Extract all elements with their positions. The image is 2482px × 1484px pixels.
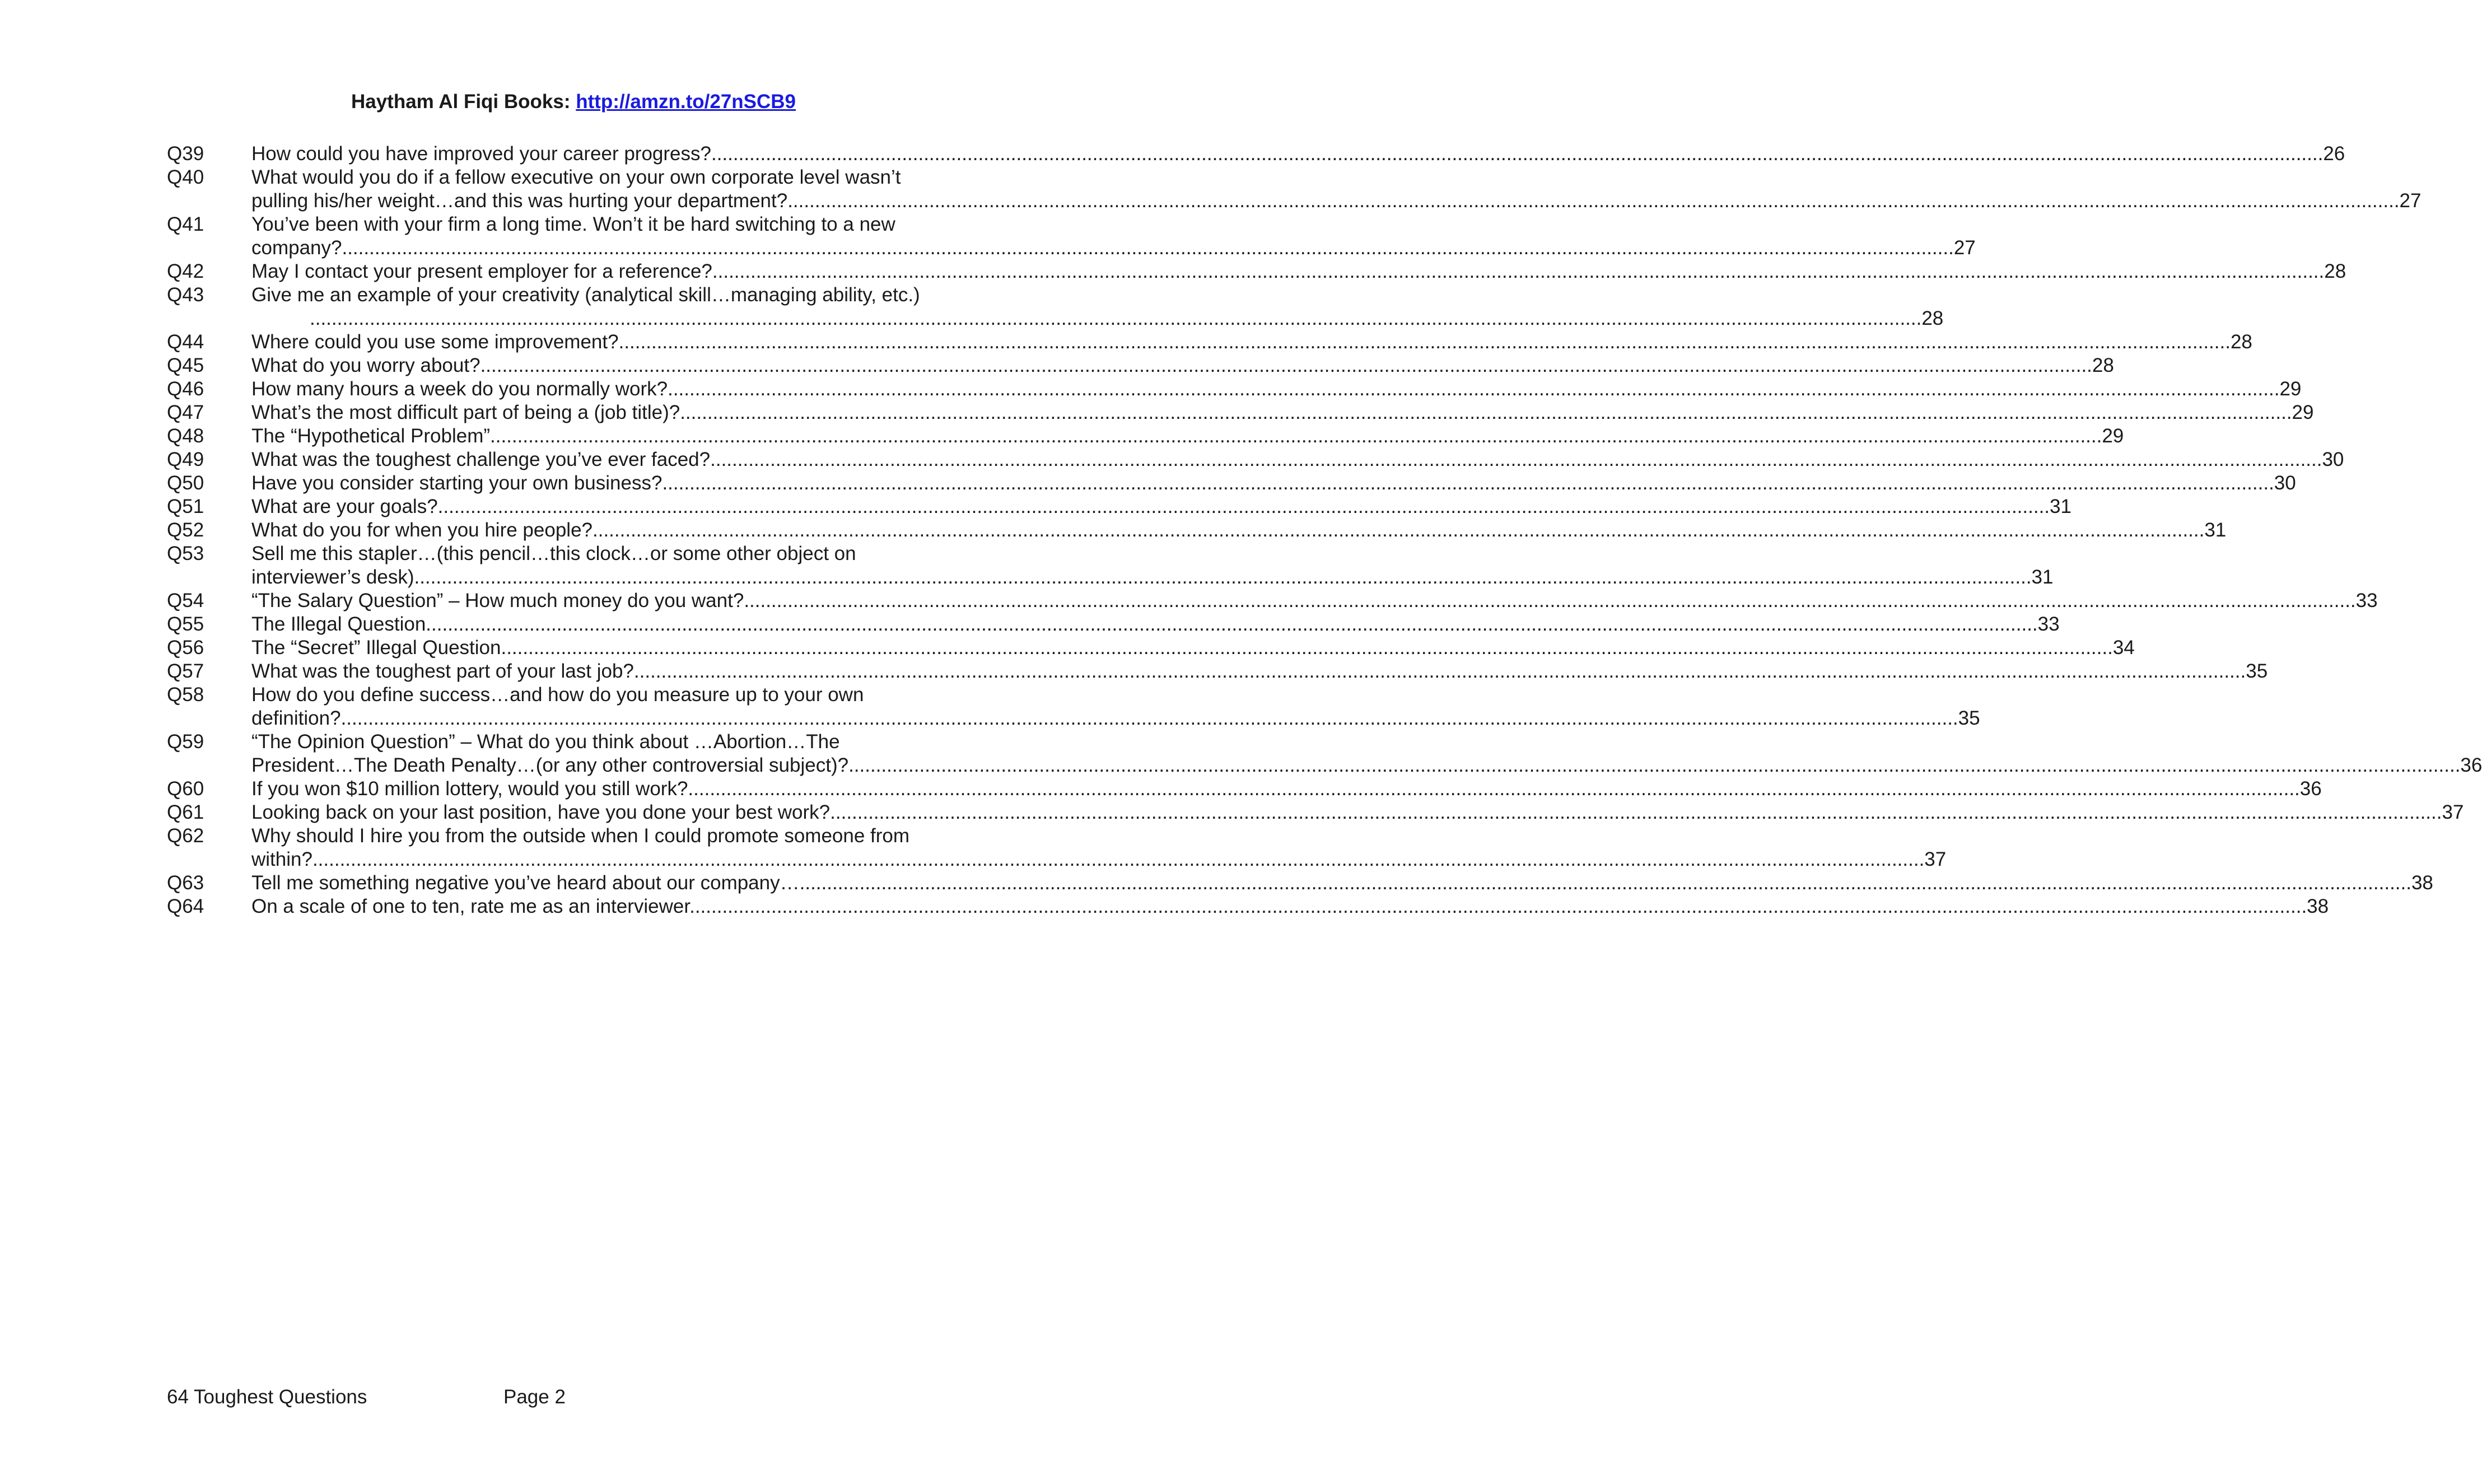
toc-page-number: 35 bbox=[1958, 707, 1980, 729]
toc-question-number: Q54 bbox=[167, 590, 204, 612]
toc-entry-title: definition?. bbox=[251, 707, 347, 729]
toc-entry-final-line bbox=[251, 660, 2268, 683]
toc-entry-title: What do you worry about? bbox=[251, 354, 480, 376]
toc-entry-final-line bbox=[251, 354, 2114, 377]
toc-entry-final-line bbox=[251, 754, 2482, 777]
toc-page-number: 28 bbox=[1921, 307, 1944, 329]
toc-page-number: 31 bbox=[2204, 519, 2227, 541]
toc-entry-body bbox=[251, 354, 2114, 377]
toc-dot-leader bbox=[688, 777, 2299, 801]
toc-entry-final-line bbox=[251, 424, 2124, 448]
footer-title: 64 Toughest Questions bbox=[167, 1386, 367, 1408]
toc-dot-leader bbox=[668, 377, 2279, 401]
toc-entry-title: The “Secret” Illegal Question bbox=[251, 637, 501, 659]
toc-entry-body bbox=[251, 542, 2054, 589]
header-prefix: Haytham Al Fiqi Books: bbox=[351, 91, 576, 113]
toc-entry-body bbox=[251, 683, 1980, 730]
toc-question-number: Q63 bbox=[167, 872, 204, 894]
toc-entry-body bbox=[251, 777, 2322, 801]
toc-dot-leader bbox=[438, 495, 2050, 519]
toc-page-number: 35 bbox=[2246, 660, 2268, 682]
toc-entry-final-line bbox=[251, 801, 2464, 824]
toc-entry-line: Why should I hire you from the outside when I could promote someone from bbox=[251, 825, 910, 847]
toc-entry[interactable] bbox=[167, 495, 2072, 519]
toc-entry[interactable] bbox=[167, 801, 2464, 824]
toc-question-number: Q40 bbox=[167, 166, 204, 188]
toc-page-number: 31 bbox=[2031, 566, 2054, 588]
toc-entry-title: company? bbox=[251, 237, 342, 259]
toc-dot-leader bbox=[501, 636, 2112, 660]
toc-question-number: Q43 bbox=[167, 284, 204, 306]
toc-entry-final-line bbox=[251, 472, 2296, 495]
toc-question-number: Q52 bbox=[167, 519, 204, 541]
toc-entry-title: On a scale of one to ten, rate me as an interviewer. bbox=[251, 895, 695, 917]
toc-entry-body bbox=[251, 895, 2329, 918]
toc-entry-title: Where could you use some improvement? bbox=[251, 331, 619, 353]
toc-entry[interactable] bbox=[167, 448, 2344, 472]
toc-entry-line: Sell me this stapler…(this pencil…this clock…or some other object on bbox=[251, 543, 856, 564]
toc-dot-leader bbox=[592, 519, 2204, 542]
toc-dot-leader bbox=[346, 707, 1958, 730]
toc-page-number: 28 bbox=[2230, 331, 2252, 353]
toc-page-number: 29 bbox=[2102, 425, 2124, 447]
toc-entry-body bbox=[251, 377, 2302, 401]
toc-entry-final-line bbox=[251, 260, 2346, 283]
toc-dot-leader bbox=[634, 660, 2246, 683]
toc-dot-leader bbox=[426, 613, 2037, 636]
toc-entry-final-line bbox=[251, 777, 2322, 801]
toc-page-number: 37 bbox=[2442, 801, 2464, 823]
toc-page-number: 37 bbox=[1924, 848, 1947, 870]
toc-entry[interactable] bbox=[167, 424, 2124, 448]
toc-question-number: Q47 bbox=[167, 402, 204, 423]
toc-entry-title: If you won $10 million lottery, would you still work? bbox=[251, 778, 688, 800]
toc-entry-final-line bbox=[251, 871, 2433, 895]
toc-entry[interactable] bbox=[167, 213, 1976, 260]
toc-entry-body bbox=[251, 448, 2344, 472]
toc-entry-body bbox=[251, 260, 2346, 283]
toc-dot-leader bbox=[787, 189, 2399, 213]
toc-entry-body bbox=[251, 330, 2252, 354]
toc-entry-title: interviewer’s desk). bbox=[251, 566, 420, 588]
toc-page-number: 38 bbox=[2307, 895, 2329, 917]
toc-question-number: Q58 bbox=[167, 684, 204, 706]
toc-page-number: 26 bbox=[2323, 143, 2345, 165]
toc-entry-body bbox=[251, 424, 2124, 448]
toc-dot-leader bbox=[712, 260, 2324, 283]
toc-entry-line: How do you define success…and how do you measure up to your own bbox=[251, 684, 864, 706]
toc-entry-final-line bbox=[251, 495, 2072, 519]
toc-entry[interactable] bbox=[167, 354, 2114, 377]
toc-dot-leader bbox=[680, 401, 2292, 424]
toc-entry[interactable] bbox=[167, 142, 2345, 166]
toc-entry[interactable] bbox=[167, 824, 1947, 871]
toc-page-number: 33 bbox=[2037, 613, 2060, 635]
toc-entry-final-line bbox=[251, 330, 2252, 354]
toc-entry-body bbox=[251, 824, 1947, 871]
toc-dot-leader bbox=[310, 307, 1921, 330]
toc-question-number: Q62 bbox=[167, 825, 204, 847]
toc-entry-title: within? bbox=[251, 848, 312, 870]
page-footer bbox=[167, 1385, 566, 1409]
toc-entry-body bbox=[251, 495, 2072, 519]
toc-question-number: Q45 bbox=[167, 354, 204, 376]
toc-entry[interactable] bbox=[167, 166, 2422, 213]
toc-entry[interactable] bbox=[167, 660, 2268, 683]
toc-entry[interactable] bbox=[167, 377, 2302, 401]
toc-dot-leader bbox=[830, 801, 2442, 824]
toc-entry-line: Give me an example of your creativity (analytical skill…managing ability, etc.) bbox=[251, 284, 920, 306]
toc-dot-leader bbox=[711, 142, 2323, 166]
toc-entry-final-line bbox=[251, 401, 2314, 424]
toc-question-number: Q60 bbox=[167, 778, 204, 800]
toc-entry-final-line bbox=[251, 636, 2135, 660]
toc-entry-title: Tell me something negative you’ve heard about our company… bbox=[251, 872, 800, 894]
toc-dot-leader bbox=[662, 472, 2274, 495]
toc-entry[interactable] bbox=[167, 613, 2060, 636]
toc-entry-title: May I contact your present employer for a reference? bbox=[251, 260, 712, 282]
toc-entry-title: What was the toughest challenge you’ve ever faced? bbox=[251, 449, 711, 470]
toc-entry-body bbox=[251, 871, 2433, 895]
toc-entry-line: What would you do if a fellow executive on your own corporate level wasn’t bbox=[251, 166, 901, 188]
toc-question-number: Q50 bbox=[167, 472, 204, 494]
page-header bbox=[0, 90, 1147, 114]
toc-dot-leader bbox=[744, 589, 2355, 613]
toc-page-number: 36 bbox=[2299, 778, 2322, 800]
toc-page-number: 29 bbox=[2279, 378, 2302, 400]
toc-dot-leader bbox=[800, 871, 2411, 895]
toc-entry-final-line bbox=[251, 142, 2345, 166]
toc-entry-final-line bbox=[251, 307, 1944, 330]
toc-question-number: Q61 bbox=[167, 801, 204, 823]
toc-entry[interactable] bbox=[167, 730, 2482, 777]
toc-question-number: Q41 bbox=[167, 213, 204, 235]
toc-entry-title: What was the toughest part of your last job? bbox=[251, 660, 634, 682]
toc-entry-final-line bbox=[251, 848, 1947, 871]
toc-page-number: 27 bbox=[1953, 237, 1976, 259]
toc-entry-final-line bbox=[251, 589, 2378, 613]
toc-entry-title: President…The Death Penalty…(or any other controversial subject)? bbox=[251, 754, 849, 776]
toc-question-number: Q46 bbox=[167, 378, 204, 400]
toc-entry-title: Have you consider starting your own business? bbox=[251, 472, 663, 494]
toc-entry-title: What are your goals? bbox=[251, 496, 438, 517]
toc-entry-title: What do you for when you hire people? bbox=[251, 519, 592, 541]
table-of-contents bbox=[167, 142, 2482, 918]
toc-entry-final-line bbox=[251, 448, 2344, 472]
toc-page-number: 30 bbox=[2274, 472, 2296, 494]
toc-page-number: 27 bbox=[2399, 190, 2422, 212]
toc-entry-title: Looking back on your last position, have you done your best work? bbox=[251, 801, 831, 823]
toc-entry-title: “The Salary Question” – How much money do you want? bbox=[251, 590, 744, 612]
toc-page-number: 36 bbox=[2460, 754, 2482, 776]
toc-entry-body bbox=[251, 519, 2227, 542]
toc-entry[interactable] bbox=[167, 260, 2346, 283]
toc-page-number: 34 bbox=[2112, 637, 2135, 659]
toc-question-number: Q53 bbox=[167, 543, 204, 564]
toc-question-number: Q57 bbox=[167, 660, 204, 682]
toc-entry-final-line bbox=[251, 613, 2060, 636]
toc-question-number: Q44 bbox=[167, 331, 204, 353]
toc-question-number: Q42 bbox=[167, 260, 204, 282]
toc-entry-body bbox=[251, 166, 2422, 213]
toc-question-number: Q39 bbox=[167, 143, 204, 165]
toc-question-number: Q59 bbox=[167, 731, 204, 753]
toc-entry-final-line bbox=[251, 189, 2422, 213]
toc-entry[interactable] bbox=[167, 636, 2135, 660]
toc-page-number: 31 bbox=[2050, 496, 2072, 517]
footer-page-number: Page 2 bbox=[503, 1386, 566, 1408]
toc-entry[interactable] bbox=[167, 871, 2433, 895]
toc-page-number: 33 bbox=[2355, 590, 2378, 612]
toc-dot-leader bbox=[312, 848, 1924, 871]
toc-question-number: Q64 bbox=[167, 895, 204, 917]
toc-page-number: 30 bbox=[2322, 449, 2344, 470]
toc-entry-body bbox=[251, 636, 2135, 660]
toc-dot-leader bbox=[710, 448, 2322, 472]
toc-question-number: Q48 bbox=[167, 425, 204, 447]
toc-entry[interactable] bbox=[167, 542, 2054, 589]
toc-entry-body bbox=[251, 730, 2482, 777]
toc-entry-body bbox=[251, 283, 1944, 330]
toc-page-number: 29 bbox=[2292, 402, 2314, 423]
toc-entry-final-line bbox=[251, 519, 2227, 542]
toc-entry-body bbox=[251, 401, 2314, 424]
toc-entry-body bbox=[251, 213, 1976, 260]
toc-entry-title: What’s the most difficult part of being a (job title)? bbox=[251, 402, 680, 423]
toc-entry-body bbox=[251, 801, 2464, 824]
toc-question-number: Q49 bbox=[167, 449, 204, 470]
toc-dot-leader bbox=[848, 754, 2460, 777]
header-link[interactable]: http://amzn.to/27nSCB9 bbox=[576, 91, 796, 113]
toc-page-number: 28 bbox=[2324, 260, 2346, 282]
toc-entry[interactable] bbox=[167, 589, 2378, 613]
toc-entry[interactable] bbox=[167, 330, 2252, 354]
toc-entry-line: “The Opinion Question” – What do you think about …Abortion…The bbox=[251, 731, 840, 753]
toc-dot-leader bbox=[342, 236, 1953, 260]
toc-dot-leader bbox=[619, 330, 2231, 354]
toc-entry-final-line bbox=[251, 707, 1980, 730]
toc-dot-leader bbox=[695, 895, 2307, 918]
toc-dot-leader bbox=[419, 566, 2031, 589]
toc-question-number: Q55 bbox=[167, 613, 204, 635]
toc-entry-final-line bbox=[251, 895, 2329, 918]
toc-dot-leader bbox=[490, 424, 2102, 448]
toc-entry-title: pulling his/her weight…and this was hurting your department? bbox=[251, 190, 788, 212]
toc-entry-final-line bbox=[251, 566, 2054, 589]
toc-entry[interactable] bbox=[167, 895, 2329, 918]
toc-entry-title: The Illegal Question bbox=[251, 613, 426, 635]
toc-entry[interactable] bbox=[167, 283, 1944, 330]
toc-entry[interactable] bbox=[167, 519, 2227, 542]
toc-entry[interactable] bbox=[167, 777, 2322, 801]
toc-question-number: Q56 bbox=[167, 637, 204, 659]
toc-entry-line: You’ve been with your firm a long time. Won’t it be hard switching to a new bbox=[251, 213, 895, 235]
toc-entry[interactable] bbox=[167, 472, 2296, 495]
toc-entry-body bbox=[251, 589, 2378, 613]
toc-entry-body bbox=[251, 613, 2060, 636]
toc-dot-leader bbox=[480, 354, 2092, 377]
toc-entry-body bbox=[251, 142, 2345, 166]
toc-question-number: Q51 bbox=[167, 496, 204, 517]
toc-entry-title: The “Hypothetical Problem” bbox=[251, 425, 490, 447]
toc-entry[interactable] bbox=[167, 401, 2314, 424]
toc-page-number: 28 bbox=[2092, 354, 2114, 376]
toc-entry-final-line bbox=[251, 236, 1976, 260]
toc-entry-final-line bbox=[251, 377, 2302, 401]
toc-entry[interactable] bbox=[167, 683, 1980, 730]
toc-entry-body bbox=[251, 472, 2296, 495]
toc-entry-body bbox=[251, 660, 2268, 683]
toc-entry-title: How many hours a week do you normally work? bbox=[251, 378, 668, 400]
toc-entry-title: How could you have improved your career progress? bbox=[251, 143, 711, 165]
toc-page-number: 38 bbox=[2411, 872, 2433, 894]
